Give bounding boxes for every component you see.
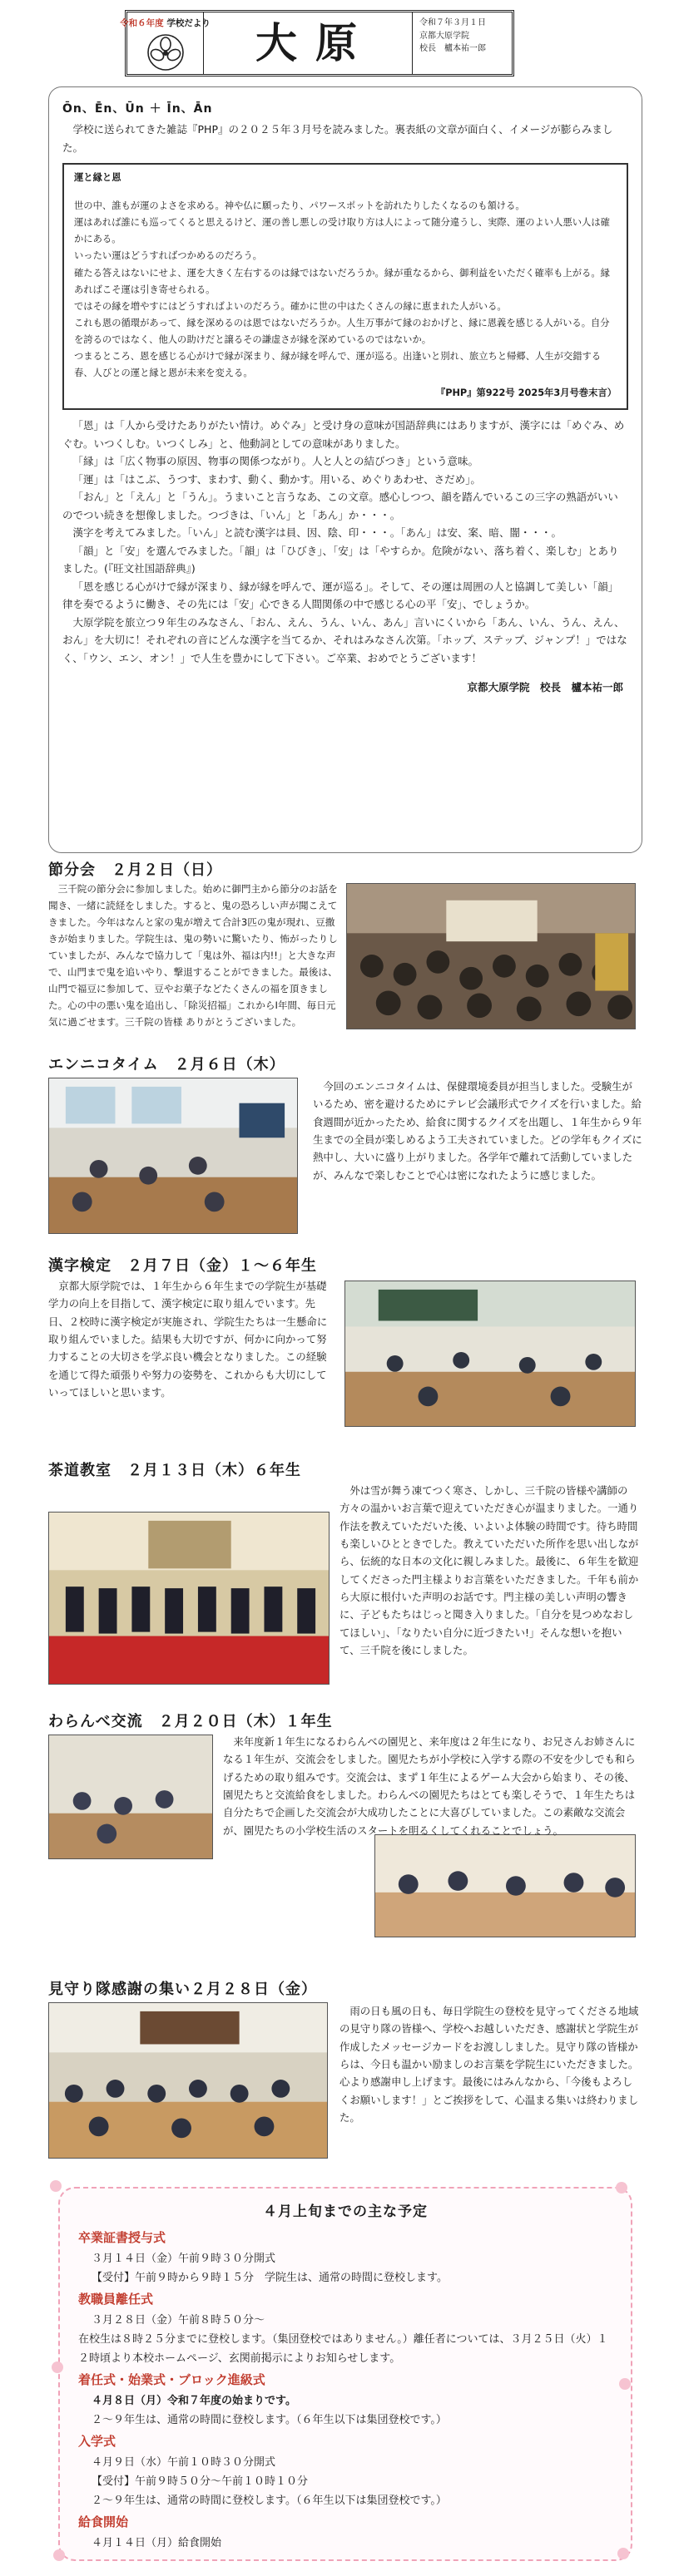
exam-room-photo-icon bbox=[345, 1281, 635, 1426]
era-label: 令和６年度 bbox=[120, 18, 164, 28]
essay-heading: Ōn、Ēn、Ūn ＋ Īn、Ān bbox=[62, 102, 213, 116]
petal-decoration bbox=[50, 2180, 62, 2192]
essay-paragraph: 「おん」と「えん」と「うん」。うまいこと言うなあ、この文章。感心しつつ、韻を踏んでいるこの三字の熟語がいいのでつい続きを想像しました。つづきは、「いん」と「あん」か・・・。 bbox=[62, 491, 618, 521]
petal-decoration bbox=[616, 2182, 627, 2194]
schedule-box bbox=[58, 2187, 632, 2561]
event-kanji-test bbox=[48, 1256, 642, 1458]
event-warabe-exchange bbox=[48, 1711, 642, 1977]
essay-paragraph: 漢字を考えてみました。「いん」と読む漢字は員、因、陰、印・・・。「あん」は安、案、暗、闇・・・。 bbox=[72, 526, 562, 540]
schedule-line: ２～９年生は、通常の時間に登校します。（６年生以下は集団登校です。） bbox=[92, 2495, 447, 2508]
schedule-line: ３月１４日（金）午前９時３０分開式 bbox=[92, 2253, 276, 2266]
schedule-heading: 給食開始 bbox=[78, 2514, 129, 2530]
event-title: 節分会 ２月２日（日） bbox=[48, 861, 222, 879]
petal-decoration bbox=[53, 2549, 65, 2561]
schedule-item-farewell bbox=[78, 2287, 612, 2368]
schedule-line: 在校生は８時２５分までに登校します。（集団登校ではありません。）離任者については、３月２５日（火）１２時頃より本校ホームページ、玄関前掲示によりお知らせします。 bbox=[78, 2333, 608, 2366]
event-title: エンニコタイム ２月６日（木） bbox=[48, 1056, 285, 1073]
essay-paragraph: 「縁」は「広く物事の原因、物事の関係つながり。人と人との結びつき」という意味。 bbox=[72, 455, 479, 468]
quote-paragraph: 運はあれば誰にも巡ってくると思えるけど、運の善し悪しの受け取り方は人によって随分違うし、実際、運のよい人悪い人は確かにある。 bbox=[74, 217, 610, 245]
quote-source: 『PHP』第922号 2025年3月号巻末言） bbox=[435, 387, 617, 399]
event-setsubun bbox=[48, 860, 642, 1053]
schedule-item-lunch bbox=[78, 2510, 612, 2553]
schedule-title: ４月上旬までの主な予定 bbox=[263, 2203, 428, 2220]
event-title: 見守り隊感謝の集い２月２８日（金） bbox=[48, 1981, 317, 1998]
essay-intro: 学校に送られてきた雑誌『PHP』の２０２５年３月号を読みました。裏表紙の文章が面白く、イメージが膨らみました。 bbox=[62, 123, 613, 154]
masthead-meta bbox=[412, 12, 512, 74]
ennico-photo bbox=[48, 1078, 298, 1234]
event-text: 三千院の節分会に参加しました。始めに御門主から節分のお話を聞き、一緒に読経をしました。すると、鬼の恐ろしい声が聞こえてきました。今年はなんと家の鬼が増えて合計3匹の鬼が現れ、豆撒きが始まりました。学院生は、鬼の勢いに驚いたり、怖がったりしていましたが、みんなで協力して「鬼は外、福は内!!」と大きな声で、山門まで鬼を追いやり、撃退することができました。最後は、山門で福豆に参加して、豆やお菓子などたくさんの福を頂きました。心の中の悪い鬼を追出し、「除災招福」これからⅠ年間、毎日元気に過ごせます。三千院の皆様 ありがとうございました。 bbox=[48, 883, 338, 1028]
essay-paragraph: 「恩を感じる心がけで縁が深まり、縁が縁を呼んで、運が巡る」。そして、その運は周囲の人と協調して美しい「韻」律を奏でるように働き、その先には「安」心できる人間関係の中で感じる心の平「安」、でしょうか。 bbox=[62, 580, 619, 611]
schedule-heading: 卒業証書授与式 bbox=[78, 2230, 166, 2246]
schedule-line: 【受付】午前９時５０分～午前１０時１０分 bbox=[92, 2475, 309, 2489]
quote-paragraph: ではその縁を増やすにはどうすればよいのだろう。確かに世の中はたくさんの縁に恵まれた人がいる。 bbox=[74, 300, 507, 312]
issuer-name: 校長 櫨本祐一郎 bbox=[419, 44, 486, 53]
essay-paragraph: 「韻」と「安」を選んでみました。「韻」は「ひびき」、「安」は「やすらか。危険がない、落ち着く、楽しむ」とありました。(『旺文社国語辞典』) bbox=[62, 544, 619, 575]
petal-decoration bbox=[619, 2378, 631, 2390]
event-title: 茶道教室 ２月１３日（木）６年生 bbox=[48, 1462, 301, 1479]
float-spacer bbox=[48, 1733, 223, 1858]
schedule-line: 【受付】午前９時から９時１５分 学院生は、通常の時間に登校します。 bbox=[92, 2272, 448, 2285]
schedule-heading: 着任式・始業式・ブロック進級式 bbox=[78, 2372, 265, 2388]
quote-paragraph: つまるところ、恩を感じる心がけで縁が深まり、縁が縁を呼んで、運が巡る。出逢いと別れ、旅立ちと帰郷、人生が交錯する春、人びとの運と縁と恩が未来を変える。 bbox=[74, 351, 602, 379]
essay-paragraph: 大原学院を旅立つ９年生のみなさん、「おん、えん、うん、いん、あん」言いにくいから「あん、いん、うん、えん、おん」を大切に！それぞれの音にどんな漢字を当てるか、それはみなさん次第。「ホップ、ステップ、ジャンプ！」ではなく、「ウン、エン、オン！」で人生を豊かにして下さい。ご卒業、おめでとうございます！ bbox=[62, 615, 627, 664]
masthead bbox=[120, 10, 514, 76]
event-text bbox=[48, 1733, 642, 1858]
float-spacer bbox=[48, 1512, 339, 1685]
event-text: 今回のエンニコタイムは、保健環境委員が担当しました。受験生がいるため、密を避けるためにテレビ会議形式でクイズを行いました。給食週間が近かったため、給食に関するクイズを出題し、１年生から９年生までの全員が楽しめるよう工夫されていました。どの学年もクイズに熱中し、大いに盛り上がりました。各学年で離れて活動していましたが、みんなで楽しむことで心は密になれたように感じました。 bbox=[313, 1080, 642, 1182]
event-text: 雨の日も風の日も、毎日学院生の登校を見守ってくださる地域の見守り隊の皆様へ、学校へお越しいただき、感謝状と学院生が作成したメッセージカードをお渡ししました。見守り隊の皆様からは、今日も温かい励ましのお言葉を学院生にいただきました。心より感謝申し上げます。最後にはみんなから、「今後もよろしくお願いします！」とご挨拶をして、心温まる集いは終わりました。 bbox=[339, 2005, 639, 2124]
petal-decoration bbox=[617, 2548, 629, 2559]
schedule-line: ４月８日（月）令和７年度の始まりです。 bbox=[92, 2395, 296, 2408]
series-label: 学校だより bbox=[166, 18, 211, 28]
setsubun-photo bbox=[346, 883, 636, 1029]
quote-paragraph: 確たる答えはないにせよ、運を大きく左右するのは縁ではないだろうか。縁が重なるから、御利益をいただく確率も上がる。縁あればこそ運は引き寄せられる。 bbox=[74, 267, 610, 295]
event-text: 京都大原学院では、１年生から６年生までの学院生が基礎学力の向上を目指して、漢字検定に取り組んでいます。先日、２校時に漢字検定が実施され、学院生たちは一生懸命に取り組んでいました。結果も大切ですが、何かに向かって努力することの大切さを学ぶ良い機会となりました。この経験を通じて得た頑張りや努力の姿勢を、これからも大切にしていってほしいと思います。 bbox=[48, 1280, 328, 1399]
essay-body bbox=[62, 417, 628, 667]
quoted-passage bbox=[62, 163, 628, 410]
essay-paragraph: 「恩」は「人から受けたありがたい情け。めぐみ」と受け身の意味が国語辞典にはありますが、漢字には「めぐみ、めぐむ。いつくしむ。いつくしみ」と、他動詞としての意味がありました。 bbox=[62, 419, 625, 450]
schedule-heading: 入学式 bbox=[78, 2434, 116, 2450]
schedule-item-entrance bbox=[78, 2430, 612, 2510]
newsletter-title: 大原 bbox=[255, 18, 375, 67]
quote-paragraph: これも恩の循環があって、縁を深めるのは恩ではないだろうか。人生万事がて縁のおかげと、縁に恩義を感じる人がいる。自分を誇るのではなく、他人の助けだと譲るその謙虚さが縁を深めているのではないか。 bbox=[74, 317, 610, 345]
crowd-photo-icon bbox=[347, 884, 635, 1029]
event-title: わらんべ交流 ２月２０日（木）１年生 bbox=[48, 1713, 333, 1730]
classroom-photo-icon bbox=[49, 1078, 297, 1233]
essay-paragraph: 「運」は「はこぶ、うつす、まわす、動く、動かす。用いる、めぐりあわせ、さだめ」。 bbox=[72, 472, 481, 486]
schedule-line: ３月２８日（金）午前８時５０分～ bbox=[92, 2314, 265, 2327]
schedule-item-opening bbox=[78, 2368, 612, 2430]
schedule-line: ２～９年生は、通常の時間に登校します。（６年生以下は集団登校です。） bbox=[92, 2414, 447, 2427]
essay-signature: 京都大原学院 校長 櫨本祐一郎 bbox=[467, 681, 623, 694]
masthead-left bbox=[120, 12, 211, 74]
event-title: 漢字検定 ２月７日（金）１～６年生 bbox=[48, 1257, 317, 1275]
event-ennico-time bbox=[48, 1054, 642, 1254]
quote-paragraph: 世の中、誰もが運のよさを求める。神や仏に願ったり、パワースポットを訪れたりしたくなるのも頷ける。 bbox=[74, 200, 525, 212]
principal-essay bbox=[48, 86, 642, 853]
event-text-body: 外は雪が舞う凍てつく寒さ、しかし、三千院の皆様や講師の方々の温かいお言葉で迎えていただき心が温まりました。一通り作法を教えていただいた後、いよいよ体験の時間です。待ち時間も楽しいひとときでした。教えていただいた所作を思い出しながら、伝統的な日本の文化に親しみました。最後に、６年生を歓迎してくださった門主様よりお言葉をいただきました。千年も前から大原に根付いた声明のお話です。門主様の美しい声明の響きに、子どもたちはじっと聞き入りました。「自分を見つめなおしてほしい」、「なりたい自分に近づきたい!」そんな想いを抱いて、三千院を後にしました。 bbox=[339, 1484, 639, 1656]
masthead-subtitle bbox=[120, 16, 211, 31]
petal-decoration bbox=[52, 2361, 63, 2373]
kanji-test-photo bbox=[344, 1281, 636, 1427]
school-name: 京都大原学院 bbox=[419, 31, 469, 41]
schedule-item-graduation bbox=[78, 2226, 612, 2287]
schedule-heading: 教職員離任式 bbox=[78, 2292, 154, 2307]
event-text-body: 来年度新１年生になるわらんべの園児と、来年度は２年生になり、お兄さんお姉さんになる１年生が、交流会をしました。園児たちが小学校に入学する際の不安を少しでも和らげるための取り組みです。交流会は、まず１年生によるゲーム大会から始まり、その後、園児たちと交流給食をしました。わらんべの園児たちはとても楽しそうで、１年生たちは自分たちで企画した交流会が大成功したことに大喜びしていました。この素敵な交流会が、園児たちの小学校生活のスタートを明るくしてくれることでしょう。 bbox=[223, 1735, 636, 1837]
quote-body bbox=[74, 198, 617, 382]
schedule-line: ４月９日（水）午前１０時３０分開式 bbox=[92, 2456, 276, 2470]
event-tea-ceremony bbox=[48, 1460, 642, 1710]
event-mimamori-thanks bbox=[48, 1979, 642, 2179]
quote-paragraph: いったい運はどうすればつかめるのだろう。 bbox=[74, 250, 262, 262]
issue-date: 令和７年３月１日 bbox=[419, 18, 486, 27]
mimamori-photo bbox=[48, 2002, 328, 2159]
quote-title: 運と縁と恩 bbox=[74, 172, 121, 184]
gym-photo-icon bbox=[49, 2003, 327, 2158]
schedule-line: ４月１４日（月）給食開始 bbox=[92, 2537, 222, 2550]
event-text bbox=[48, 1482, 642, 1685]
school-emblem-icon bbox=[146, 33, 185, 72]
